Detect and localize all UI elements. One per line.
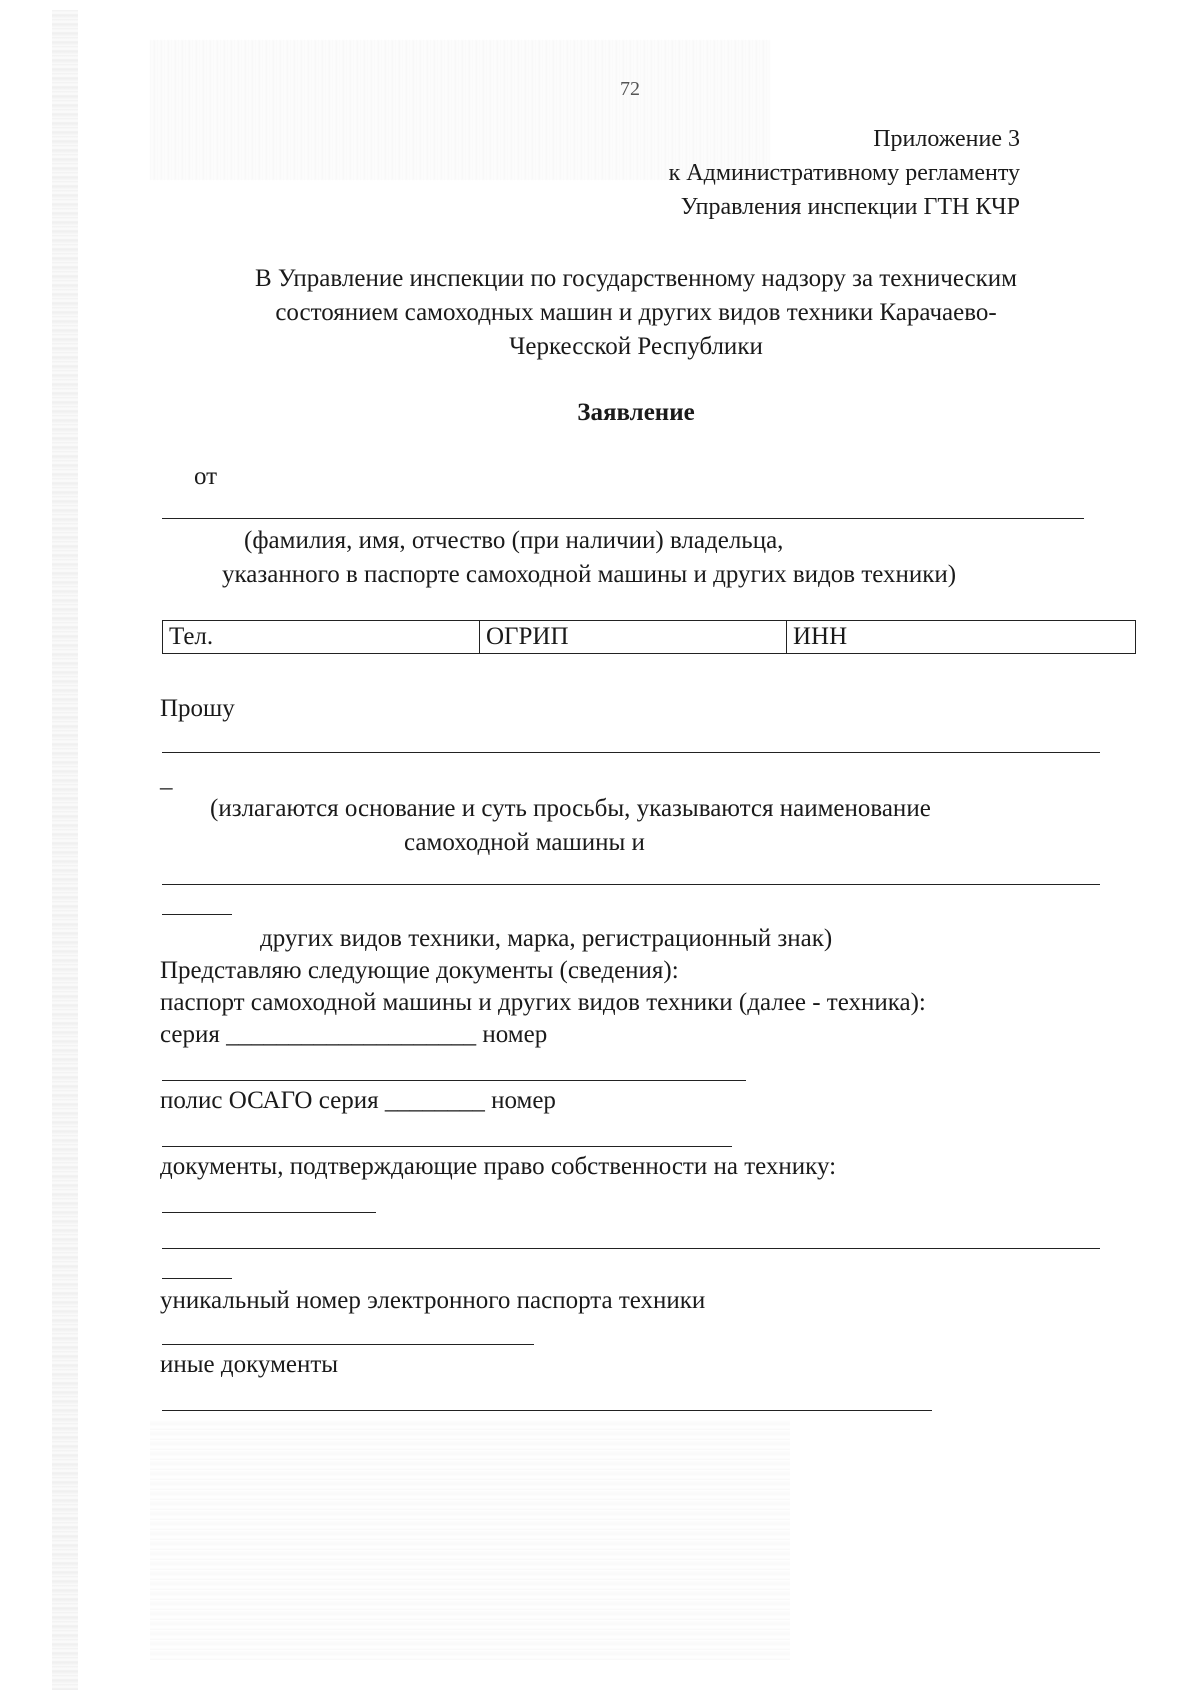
owner-hint-line-2: указанного в паспорте самоходной машины и других видов техники)	[222, 561, 957, 588]
inn-cell[interactable]	[787, 621, 1136, 654]
owner-hint-line-1: (фамилия, имя, отчество (при наличии) владельца,	[244, 527, 784, 554]
ownership-field-line-1[interactable]	[162, 1212, 376, 1213]
request-label: Прошу	[160, 695, 235, 722]
request-dash: _	[160, 765, 173, 792]
scan-edge-artifact	[52, 10, 78, 1690]
osago-label: полис ОСАГО серия	[160, 1087, 379, 1114]
passport-line: паспорт самоходной машины и других видов техники (далее - техника):	[160, 989, 926, 1016]
owner-name-field[interactable]	[162, 518, 1084, 519]
appendix-line-1: Приложение 3	[873, 126, 1020, 152]
epassport-field[interactable]	[162, 1344, 534, 1345]
contacts-table	[162, 620, 1136, 654]
request-field-line-1[interactable]	[162, 752, 1100, 753]
appendix-line-2: к Административному регламенту	[668, 160, 1020, 186]
ogrip-cell[interactable]	[480, 621, 787, 654]
request-field-line-3[interactable]	[162, 914, 232, 915]
ownership-field-line-3[interactable]	[162, 1278, 232, 1279]
request-hint-line-3: других видов техники, марка, регистрационный знак)	[260, 925, 833, 952]
series-label: серия	[160, 1021, 220, 1048]
ownership-field-line-2[interactable]	[162, 1248, 1100, 1249]
ogrip-label: ОГРИП	[486, 623, 569, 650]
osago-number-field[interactable]	[162, 1146, 732, 1147]
phone-label: Тел.	[169, 623, 214, 650]
request-hint-line-1: (излагаются основание и суть просьбы, указываются наименование	[210, 795, 931, 822]
appendix-line-3: Управления инспекции ГТН КЧР	[680, 194, 1020, 220]
phone-cell[interactable]	[163, 621, 480, 654]
ownership-docs-label: документы, подтверждающие право собственности на технику:	[160, 1153, 837, 1180]
series-field[interactable]: ____________________	[226, 1021, 477, 1048]
request-hint-line-2: самоходной машины и	[404, 829, 645, 856]
osago-number-label: номер	[491, 1087, 556, 1114]
number-label: номер	[482, 1021, 548, 1048]
osago-series-field[interactable]: ________	[384, 1087, 485, 1114]
addressee-line-1: В Управление инспекции по государственному надзору за техническим	[255, 265, 1017, 292]
from-label: от	[194, 463, 218, 490]
addressee-line-3: Черкесской Республики	[509, 333, 763, 360]
epassport-label: уникальный номер электронного паспорта техники	[160, 1287, 706, 1314]
scan-noise-artifact-bottom	[150, 1420, 790, 1660]
other-docs-field[interactable]	[162, 1410, 932, 1411]
page-number: 72	[620, 78, 640, 100]
passport-series-row	[160, 1020, 547, 1050]
document-title: Заявление	[577, 399, 695, 426]
request-field-line-2[interactable]	[162, 884, 1100, 885]
osago-row	[160, 1086, 556, 1116]
addressee-line-2: состоянием самоходных машин и других видов техники Карачаево-	[275, 299, 997, 326]
documents-intro: Представляю следующие документы (сведения):	[160, 957, 679, 984]
other-docs-label: иные документы	[160, 1351, 339, 1378]
passport-number-field[interactable]	[162, 1080, 746, 1081]
inn-label: ИНН	[793, 623, 848, 650]
